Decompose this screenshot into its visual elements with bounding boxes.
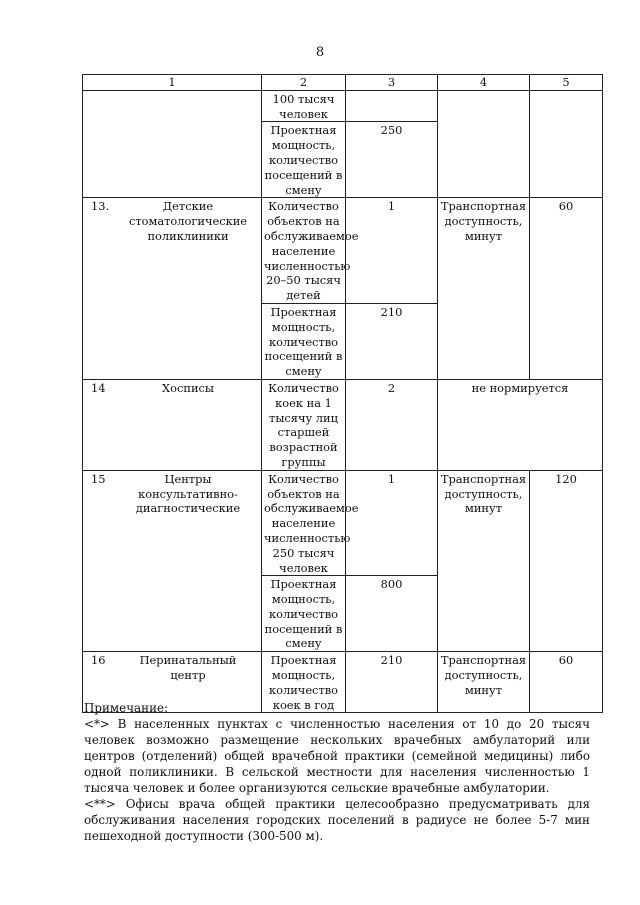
facility-name: Хосписы	[162, 380, 214, 395]
indicator-cell: Количество объектов на обслуживаемое население численностью 250 тысяч человек	[262, 470, 346, 576]
continuation-name-cell	[83, 90, 262, 198]
unit-cell: Транспортная доступность, минут	[438, 652, 530, 713]
value-cell: 250	[346, 122, 438, 198]
unit-cell	[438, 90, 530, 198]
value-cell: 1	[346, 198, 438, 304]
name-cell	[83, 379, 262, 470]
target-cell: 60	[530, 652, 603, 713]
value-cell	[346, 90, 438, 122]
row-number: 14	[91, 380, 106, 395]
table-row	[83, 198, 603, 304]
facility-name: Детские стоматологические поликлиники	[128, 199, 248, 243]
table-row	[83, 470, 603, 576]
value-cell: 210	[346, 652, 438, 713]
page-number: 8	[315, 45, 325, 60]
header-cell: 4	[438, 75, 530, 91]
header-cell: 2	[262, 75, 346, 91]
row-number: 16	[91, 653, 106, 668]
note-paragraph-2: <**> Офисы врача общей практики целесообразно предусматривать для обслуживания населения городских поселений в радиусе не более 5-7 мин пешеходной доступности (300-500 м).	[84, 797, 590, 843]
value-cell: 2	[346, 379, 438, 470]
indicator-cell: Количество объектов на обслуживаемое население численностью 20–50 тысяч детей	[262, 198, 346, 304]
header-cell: 5	[530, 75, 603, 91]
note-title: Примечание:	[84, 701, 169, 715]
table-row	[83, 379, 603, 470]
facility-name: Центры консультативно-диагностические	[135, 471, 241, 516]
value-cell: 1	[346, 470, 438, 576]
target-cell: 60	[530, 198, 603, 380]
name-cell	[83, 198, 262, 380]
indicator-cell: 100 тысяч человек	[262, 90, 346, 122]
table-header-row	[83, 75, 603, 91]
table-row	[83, 90, 603, 122]
standards-table	[82, 74, 603, 713]
facility-name: Перинатальный центр	[139, 653, 237, 683]
norm-cell: не нормируется	[438, 379, 603, 470]
row-number: 13.	[91, 199, 110, 214]
unit-cell: Транспортная доступность, минут	[438, 470, 530, 652]
value-cell: 210	[346, 303, 438, 379]
indicator-cell: Проектная мощность, количество посещений в смену	[262, 303, 346, 379]
unit-cell: Транспортная доступность, минут	[438, 198, 530, 380]
footnote-section	[84, 700, 590, 844]
name-cell	[83, 470, 262, 652]
header-cell: 3	[346, 75, 438, 91]
target-cell	[530, 90, 603, 198]
header-cell: 1	[83, 75, 262, 91]
row-number: 15	[91, 471, 106, 486]
target-cell: 120	[530, 470, 603, 652]
indicator-cell: Проектная мощность, количество посещений в смену	[262, 122, 346, 198]
indicator-cell: Количество коек на 1 тысячу лиц старшей возрастной группы	[262, 379, 346, 470]
indicator-cell: Проектная мощность, количество посещений в смену	[262, 576, 346, 652]
indicator-cell: Проектная мощность, количество коек в год	[262, 652, 346, 713]
value-cell: 800	[346, 576, 438, 652]
note-paragraph-1: <*> В населенных пунктах с численностью населения от 10 до 20 тысяч человек возможно размещение нескольких врачебных амбулаторий или центров (отделений) общей врачебной практики (семейной медицины) либо одной поликлиники. В сельской местности для населения численностью 1 тысяча человек и более организуются сельские врачебные амбулатории.	[84, 717, 590, 795]
